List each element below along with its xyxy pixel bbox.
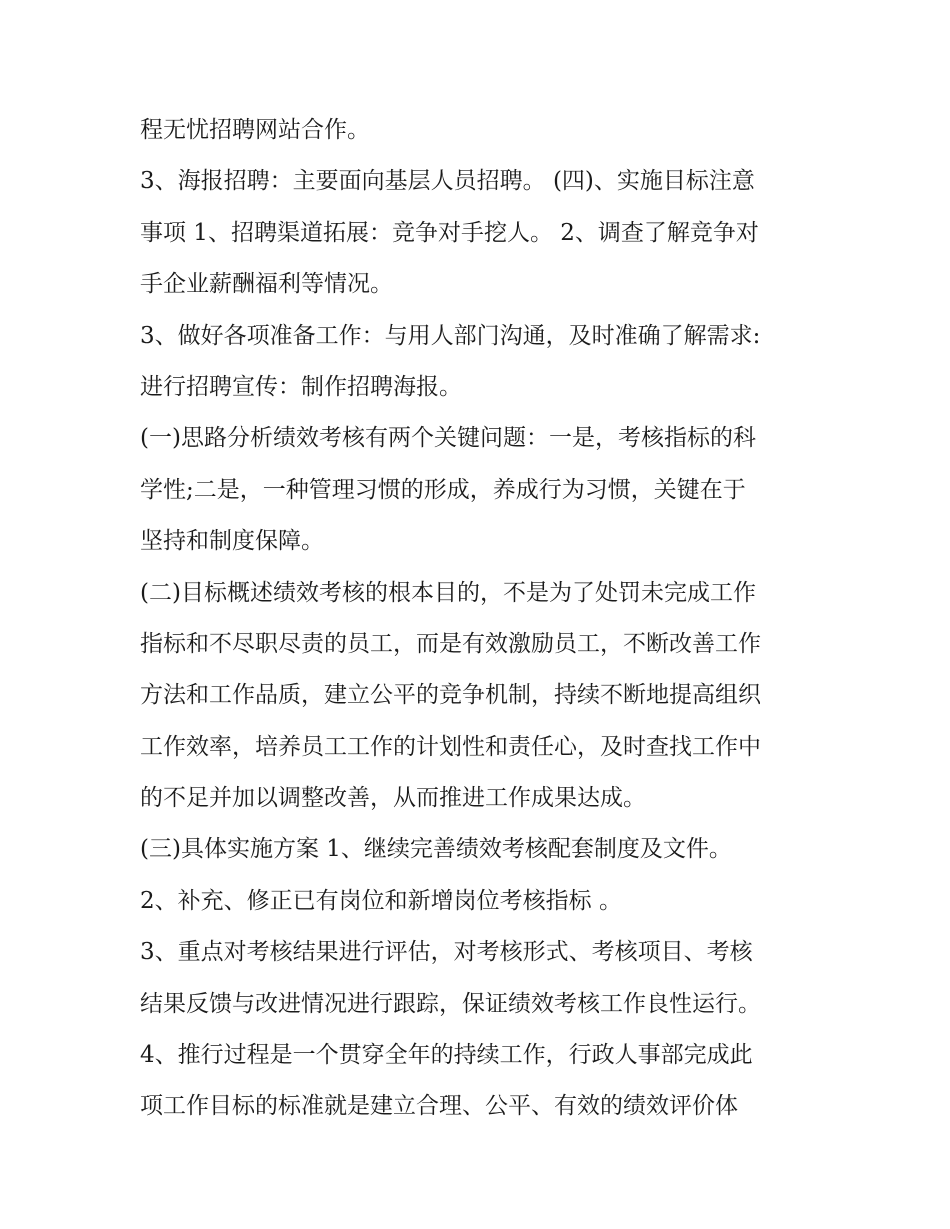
text-line: 坚持和制度保障。 (140, 528, 324, 555)
text-line: 指标和不尽职尽责的员工，而是有效激励员工，不断改善工作 (140, 630, 761, 657)
text-line: 手企业薪酬福利等情况。 (140, 271, 393, 298)
text-line: (一)思路分析绩效考核有两个关键问题：一是，考核指标的科 (140, 425, 756, 452)
text-line: 进行招聘宣传：制作招聘海报。 (140, 373, 462, 400)
text-line: 的不足并加以调整改善，从而推进工作成果达成。 (140, 785, 646, 812)
text-line: 3、重点对考核结果进行评估，对考核形式、考核项目、考核 (140, 939, 753, 966)
text-line: 4、推行过程是一个贯穿全年的持续工作，行政人事部完成此 (140, 1042, 753, 1069)
text-line: (二)目标概述绩效考核的根本目的，不是为了处罚未完成工作 (140, 579, 756, 606)
text-line: 学性;二是，一种管理习惯的形成，养成行为习惯，关键在于 (140, 476, 746, 503)
text-line: 项工作目标的标准就是建立合理、公平、有效的绩效评价体 (140, 1093, 738, 1120)
text-line: 事项 1、招聘渠道拓展：竞争对手挖人。 2、调查了解竞争对 (140, 219, 759, 246)
text-line: 结果反馈与改进情况进行跟踪，保证绩效考核工作良性运行。 (140, 990, 761, 1017)
text-line: 3、海报招聘：主要面向基层人员招聘。 (四)、实施目标注意 (140, 168, 755, 195)
text-line: 3、做好各项准备工作：与用人部门沟通，及时准确了解需求: (140, 322, 761, 349)
text-line: 方法和工作品质，建立公平的竞争机制，持续不断地提高组织 (140, 682, 761, 709)
text-line: 2、补充、修正已有岗位和新增岗位考核指标 。 (140, 887, 622, 914)
text-line: (三)具体实施方案 1、继续完善绩效考核配套制度及文件。 (140, 836, 732, 863)
document-body (140, 105, 820, 1133)
text-line: 工作效率，培养员工工作的计划性和责任心，及时查找工作中 (140, 733, 761, 760)
text-line: 程无忧招聘网站合作。 (140, 117, 370, 143)
